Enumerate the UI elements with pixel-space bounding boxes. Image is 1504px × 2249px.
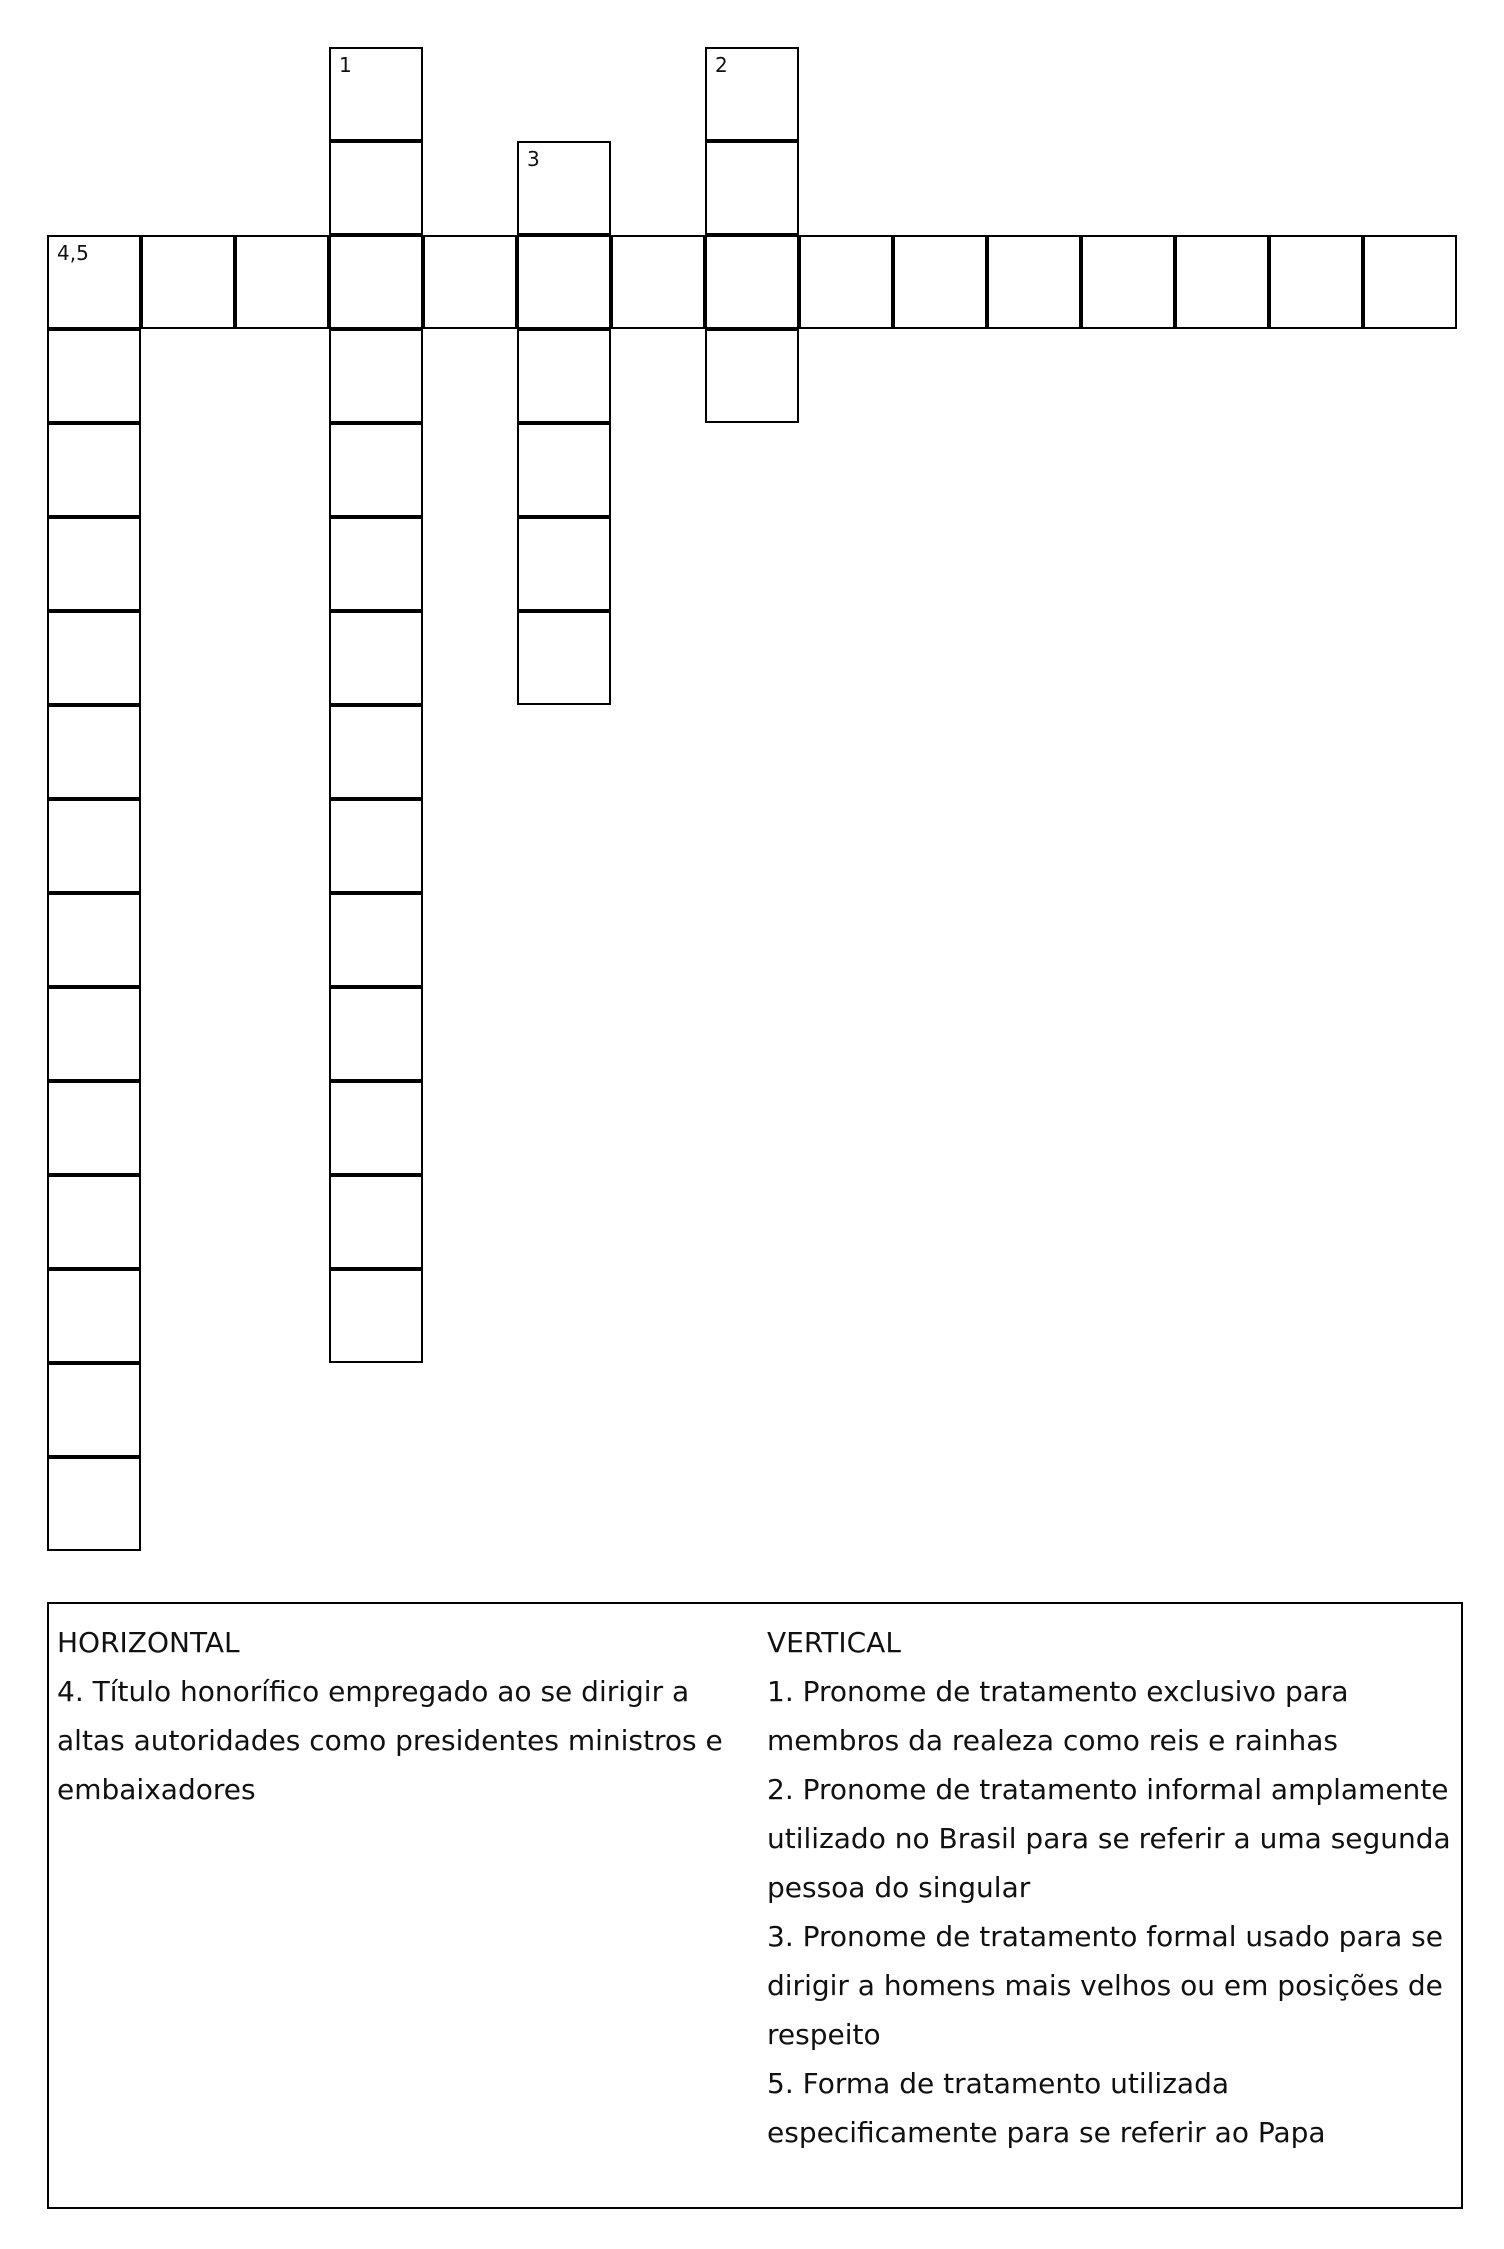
crossword-cell[interactable] bbox=[329, 611, 423, 705]
crossword-cell[interactable] bbox=[611, 235, 705, 329]
crossword-cell[interactable] bbox=[1269, 235, 1363, 329]
clue-vertical-3: 3. Pronome de tratamento formal usado para se dirigir a homens mais velhos ou em posições de respeito bbox=[767, 1920, 1443, 2051]
horizontal-clues bbox=[57, 1618, 752, 1814]
crossword-cell[interactable] bbox=[47, 1363, 141, 1457]
crossword-cell[interactable] bbox=[47, 517, 141, 611]
clue-vertical-2: 2. Pronome de tratamento informal amplamente utilizado no Brasil para se referir a uma segunda pessoa do singular bbox=[767, 1773, 1451, 1904]
clue-vertical-1: 1. Pronome de tratamento exclusivo para membros da realeza como reis e rainhas bbox=[767, 1675, 1349, 1757]
crossword-cell[interactable] bbox=[1363, 235, 1457, 329]
crossword-cell[interactable] bbox=[329, 1269, 423, 1363]
crossword-cell[interactable] bbox=[329, 329, 423, 423]
crossword-cell[interactable] bbox=[329, 517, 423, 611]
crossword-cell[interactable] bbox=[329, 1081, 423, 1175]
crossword-cell[interactable] bbox=[329, 893, 423, 987]
clue-number: 2 bbox=[715, 53, 728, 77]
crossword-cell[interactable] bbox=[47, 423, 141, 517]
crossword-cell[interactable] bbox=[705, 235, 799, 329]
crossword-cell[interactable] bbox=[329, 705, 423, 799]
crossword-cell[interactable] bbox=[893, 235, 987, 329]
vertical-clues bbox=[767, 1618, 1457, 2157]
crossword-cell[interactable] bbox=[47, 799, 141, 893]
crossword-cell[interactable] bbox=[235, 235, 329, 329]
crossword-cell[interactable] bbox=[329, 47, 423, 141]
crossword-cell[interactable] bbox=[47, 611, 141, 705]
crossword-cell[interactable] bbox=[705, 329, 799, 423]
crossword-cell[interactable] bbox=[517, 235, 611, 329]
crossword-cell[interactable] bbox=[329, 141, 423, 235]
crossword-cell[interactable] bbox=[47, 235, 141, 329]
vertical-heading: VERTICAL bbox=[767, 1626, 901, 1659]
clue-horizontal-4: 4. Título honorífico empregado ao se dirigir a altas autoridades como presidentes ministros e embaixadores bbox=[57, 1675, 723, 1806]
clue-vertical-5: 5. Forma de tratamento utilizada especificamente para se referir ao Papa bbox=[767, 2067, 1326, 2149]
crossword-cell[interactable] bbox=[329, 235, 423, 329]
crossword-cell[interactable] bbox=[47, 987, 141, 1081]
clues-box bbox=[47, 1602, 1463, 2209]
crossword-cell[interactable] bbox=[423, 235, 517, 329]
crossword-cell[interactable] bbox=[517, 141, 611, 235]
crossword-cell[interactable] bbox=[705, 47, 799, 141]
crossword-cell[interactable] bbox=[1081, 235, 1175, 329]
crossword-cell[interactable] bbox=[987, 235, 1081, 329]
crossword-cell[interactable] bbox=[47, 1457, 141, 1551]
crossword-cell[interactable] bbox=[47, 1175, 141, 1269]
clue-number: 3 bbox=[527, 147, 540, 171]
crossword-cell[interactable] bbox=[517, 329, 611, 423]
crossword-cell[interactable] bbox=[47, 705, 141, 799]
crossword-cell[interactable] bbox=[47, 329, 141, 423]
horizontal-heading: HORIZONTAL bbox=[57, 1626, 240, 1659]
crossword-cell[interactable] bbox=[47, 1081, 141, 1175]
clue-number: 4,5 bbox=[57, 241, 89, 265]
crossword-cell[interactable] bbox=[517, 611, 611, 705]
crossword-cell[interactable] bbox=[1175, 235, 1269, 329]
crossword-cell[interactable] bbox=[705, 141, 799, 235]
crossword-cell[interactable] bbox=[47, 1269, 141, 1363]
crossword-cell[interactable] bbox=[141, 235, 235, 329]
clue-number: 1 bbox=[339, 53, 352, 77]
crossword-cell[interactable] bbox=[517, 423, 611, 517]
crossword-cell[interactable] bbox=[799, 235, 893, 329]
crossword-cell[interactable] bbox=[329, 1175, 423, 1269]
crossword-cell[interactable] bbox=[329, 423, 423, 517]
crossword-cell[interactable] bbox=[329, 987, 423, 1081]
crossword-cell[interactable] bbox=[47, 893, 141, 987]
crossword-cell[interactable] bbox=[329, 799, 423, 893]
crossword-cell[interactable] bbox=[517, 517, 611, 611]
